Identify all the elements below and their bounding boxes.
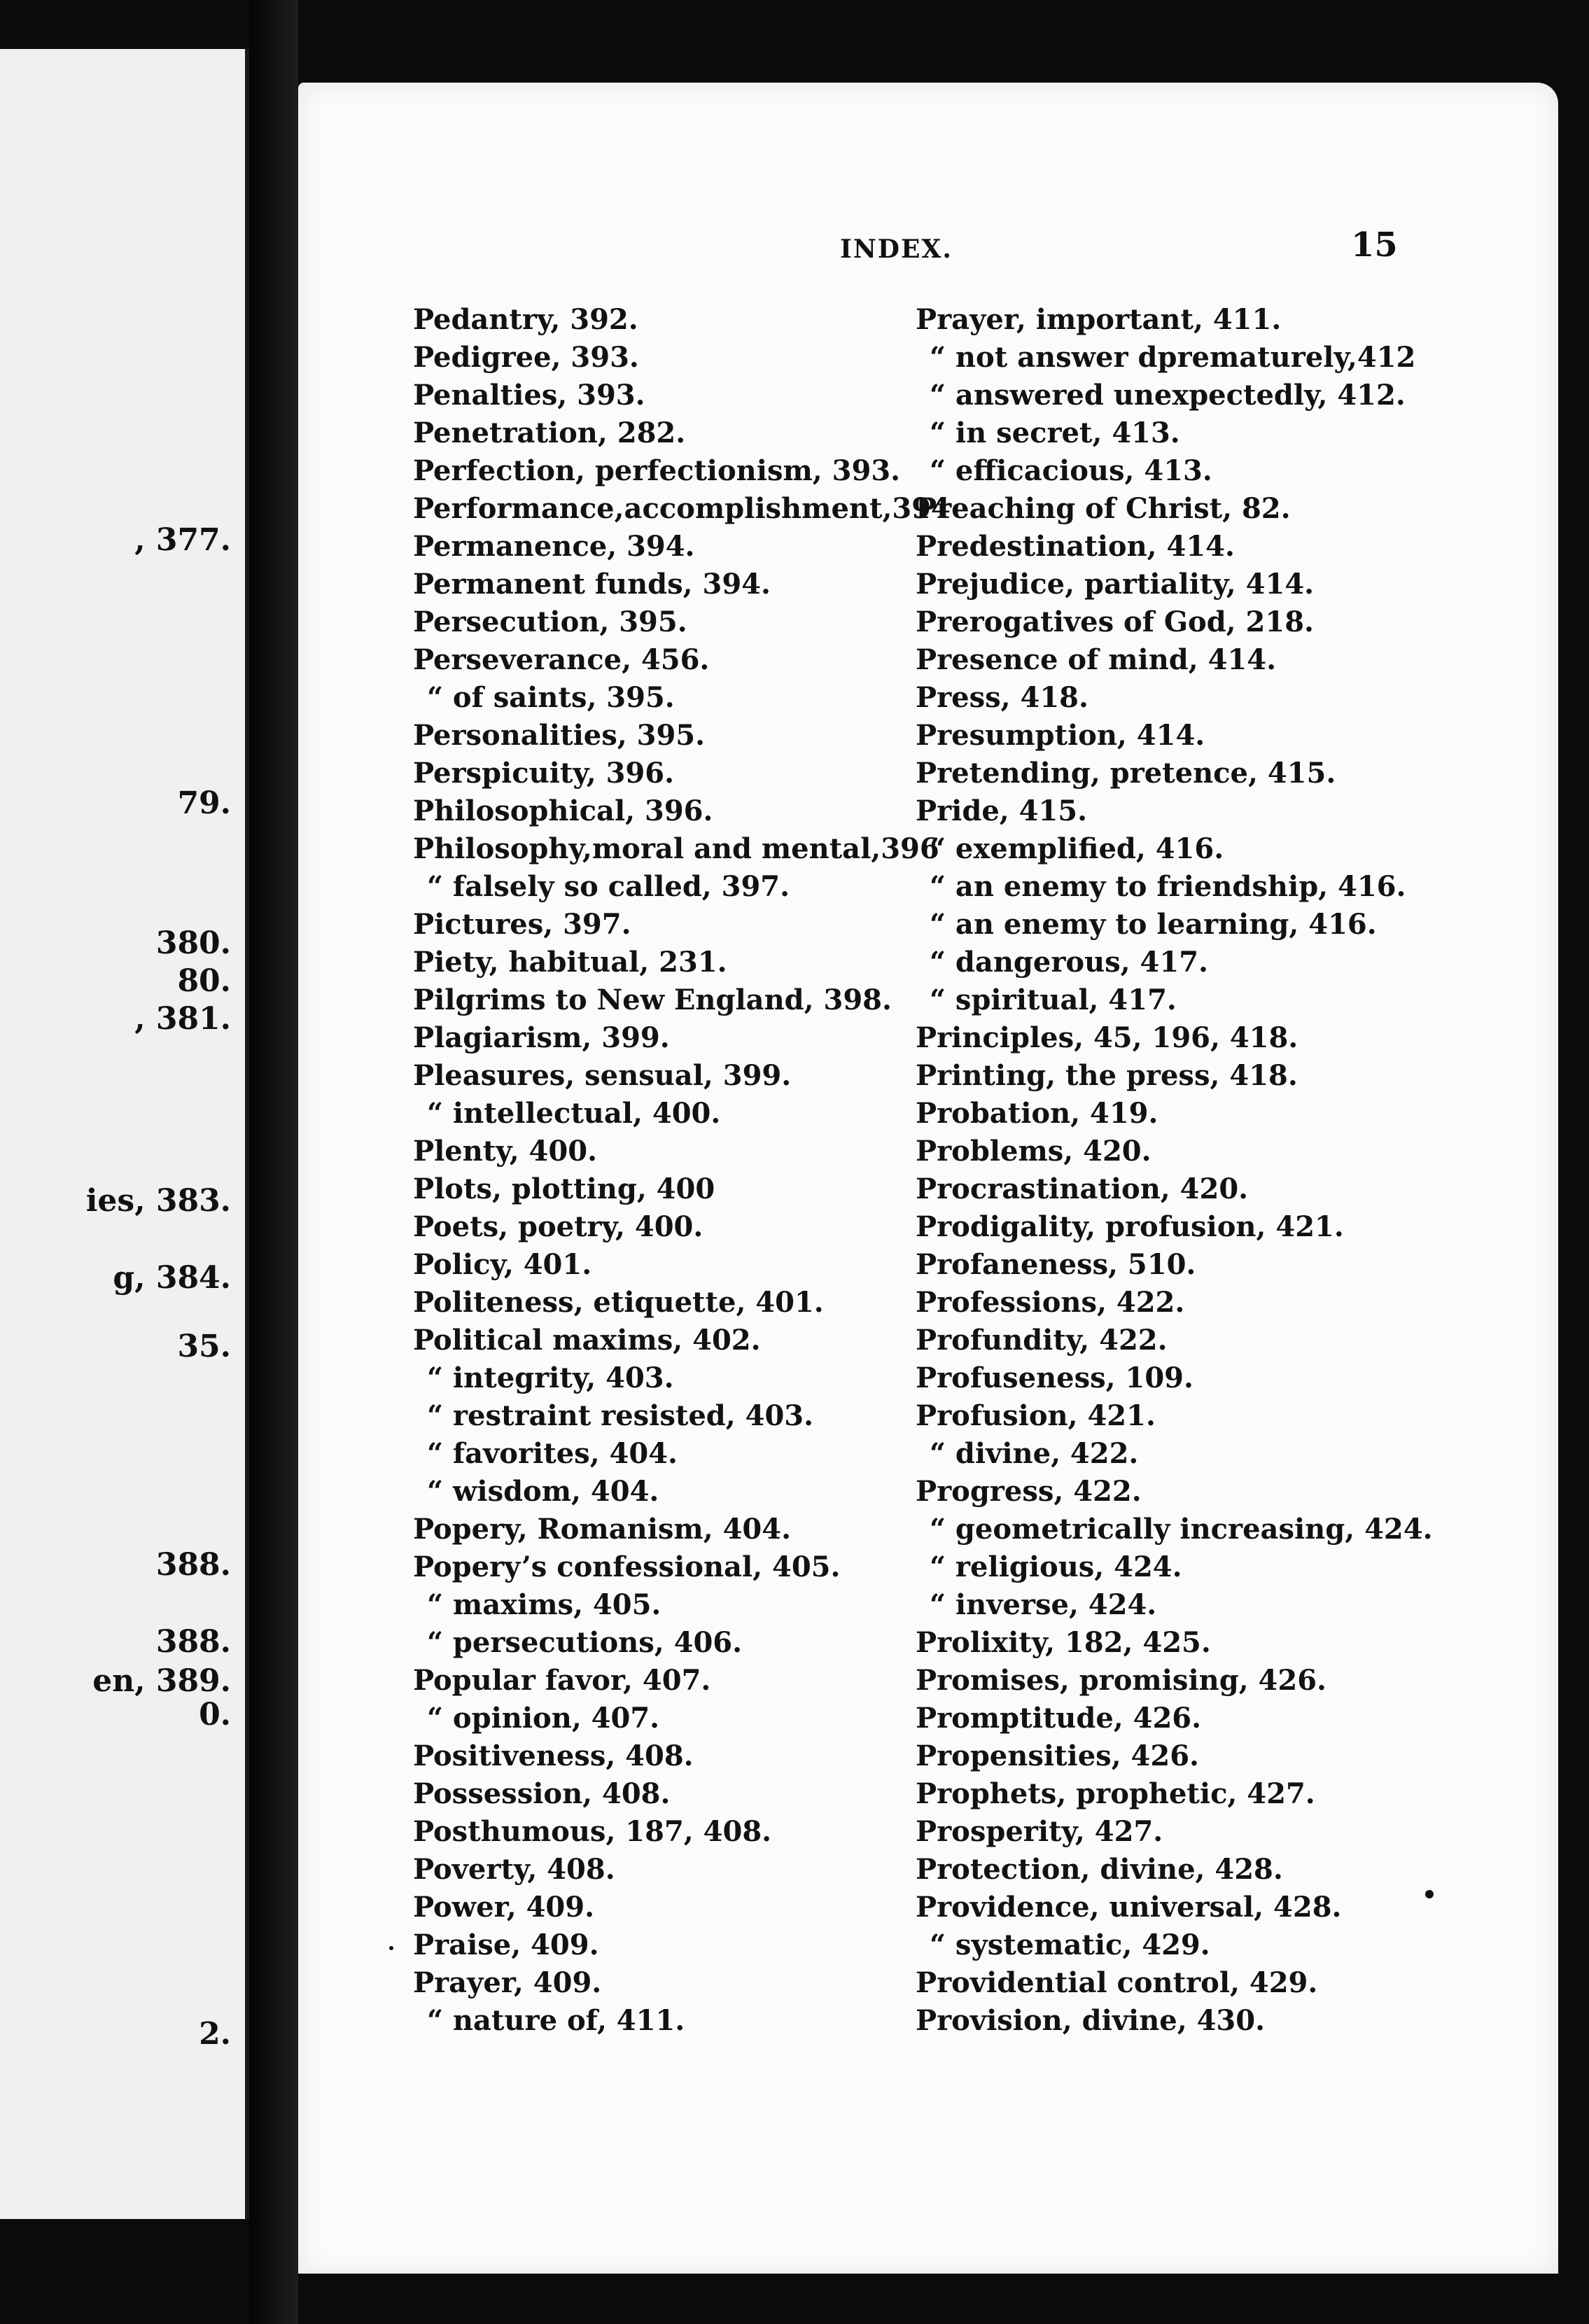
left-fragment: ies, 383.	[85, 1183, 231, 1219]
index-entry: Plagiarism, 399.	[413, 1021, 670, 1054]
index-entry: Prosperity, 427.	[916, 1815, 1163, 1848]
index-entry: Persecution, 395.	[413, 606, 687, 638]
index-entry: Prejudice, partiality, 414.	[916, 568, 1315, 601]
index-entry: Poverty, 408.	[413, 1853, 615, 1886]
index-entry: Procrastination, 420.	[916, 1172, 1249, 1205]
index-subentry: “ religious, 424.	[930, 1550, 1182, 1583]
index-entry: Provision, divine, 430.	[916, 2004, 1266, 2037]
index-subentry: “ not answer dprematurely,412	[930, 341, 1416, 374]
index-entry: Perfection, perfectionism, 393.	[413, 454, 901, 487]
index-entry: Policy, 401.	[413, 1248, 592, 1281]
index-entry: Penalties, 393.	[413, 379, 645, 412]
index-entry: Permanent funds, 394.	[413, 568, 771, 601]
index-entry: Providence, universal, 428.	[916, 1891, 1342, 1924]
index-entry: Prodigality, profusion, 421.	[916, 1210, 1344, 1243]
left-fragment: 388.	[155, 1547, 231, 1583]
index-subentry: “ restraint resisted, 403.	[427, 1399, 814, 1432]
index-entry: Prerogatives of God, 218.	[916, 606, 1314, 638]
index-entry: Prayer, important, 411.	[916, 303, 1282, 336]
index-entry: Popular favor, 407.	[413, 1664, 711, 1697]
index-entry: Probation, 419.	[916, 1097, 1158, 1130]
index-subentry: “ in secret, 413.	[930, 416, 1180, 449]
left-fragment: 0.	[199, 1697, 231, 1732]
left-fragment: , 377.	[134, 522, 231, 558]
index-subentry: “ maxims, 405.	[427, 1588, 662, 1621]
index-subentry: “ of saints, 395.	[427, 681, 675, 714]
index-entry: Power, 409.	[413, 1891, 595, 1924]
ink-spot	[1425, 1890, 1434, 1898]
index-subentry: “ efficacious, 413.	[930, 454, 1212, 487]
ink-spot	[389, 1946, 393, 1950]
index-entry: Problems, 420.	[916, 1135, 1152, 1168]
index-entry: Profundity, 422.	[916, 1324, 1168, 1357]
left-fragment: g, 384.	[113, 1260, 231, 1296]
index-subentry: “ integrity, 403.	[427, 1362, 674, 1394]
index-subentry: “ dangerous, 417.	[930, 946, 1208, 979]
index-entry: Posthumous, 187, 408.	[413, 1815, 772, 1848]
index-entry: Profaneness, 510.	[916, 1248, 1196, 1281]
index-subentry: “ wisdom, 404.	[427, 1475, 659, 1508]
index-entry: Protection, divine, 428.	[916, 1853, 1283, 1886]
page-number: 15	[1351, 225, 1398, 265]
index-entry: Pedantry, 392.	[413, 303, 638, 336]
index-entry: Positiveness, 408.	[413, 1740, 694, 1772]
index-entry: Praise, 409.	[413, 1928, 599, 1961]
facing-page-left	[0, 49, 249, 2219]
index-entry: Preaching of Christ, 82.	[916, 492, 1291, 525]
index-entry: Popery, Romanism, 404.	[413, 1513, 791, 1546]
index-entry: Perseverance, 456.	[413, 643, 710, 676]
index-entry: Popery’s confessional, 405.	[413, 1550, 841, 1583]
index-subentry: “ opinion, 407.	[427, 1702, 660, 1735]
index-entry: Propensities, 426.	[916, 1740, 1199, 1772]
index-entry: Philosophical, 396.	[413, 794, 713, 827]
index-entry: Pictures, 397.	[413, 908, 631, 941]
index-entry: Politeness, etiquette, 401.	[413, 1286, 824, 1319]
index-subentry: “ geometrically increasing, 424.	[930, 1513, 1433, 1546]
index-entry: Presumption, 414.	[916, 719, 1205, 752]
left-fragment: 80.	[177, 963, 231, 999]
index-subentry: “ favorites, 404.	[427, 1437, 678, 1470]
index-subentry: “ inverse, 424.	[930, 1588, 1157, 1621]
index-entry: Providential control, 429.	[916, 1966, 1318, 1999]
left-fragment: en, 389.	[92, 1663, 231, 1699]
index-subentry: “ persecutions, 406.	[427, 1626, 743, 1659]
index-entry: Principles, 45, 196, 418.	[916, 1021, 1298, 1054]
index-subentry: “ spiritual, 417.	[930, 983, 1177, 1016]
index-entry: Promises, promising, 426.	[916, 1664, 1326, 1697]
left-fragment: 2.	[199, 2016, 231, 2052]
index-entry: Prolixity, 182, 425.	[916, 1626, 1211, 1659]
index-entry: Philosophy,moral and mental,396	[413, 832, 939, 865]
index-entry: Pleasures, sensual, 399.	[413, 1059, 792, 1092]
index-subentry: “ nature of, 411.	[427, 2004, 685, 2037]
index-entry: Progress, 422.	[916, 1475, 1142, 1508]
index-entry: Profuseness, 109.	[916, 1362, 1194, 1394]
index-subentry: “ answered unexpectedly, 412.	[930, 379, 1406, 412]
index-entry: Predestination, 414.	[916, 530, 1235, 563]
index-entry: Presence of mind, 414.	[916, 643, 1277, 676]
index-entry: Pretending, pretence, 415.	[916, 757, 1336, 790]
index-entry: Poets, poetry, 400.	[413, 1210, 704, 1243]
index-entry: Penetration, 282.	[413, 416, 686, 449]
index-entry: Possession, 408.	[413, 1777, 671, 1810]
index-subentry: “ falsely so called, 397.	[427, 870, 790, 903]
index-entry: Prophets, prophetic, 427.	[916, 1777, 1315, 1810]
index-entry: Pilgrims to New England, 398.	[413, 983, 892, 1016]
index-entry: Plots, plotting, 400	[413, 1172, 715, 1205]
index-entry: Prayer, 409.	[413, 1966, 602, 1999]
index-entry: Press, 418.	[916, 681, 1088, 714]
left-fragment: 79.	[177, 785, 231, 821]
running-header: INDEX.	[840, 234, 953, 264]
index-entry: Piety, habitual, 231.	[413, 946, 727, 979]
book-gutter	[249, 0, 298, 2324]
index-subentry: “ an enemy to friendship, 416.	[930, 870, 1406, 903]
index-entry: Professions, 422.	[916, 1286, 1185, 1319]
index-entry: Pedigree, 393.	[413, 341, 639, 374]
index-entry: Plenty, 400.	[413, 1135, 597, 1168]
index-entry: Pride, 415.	[916, 794, 1088, 827]
index-column-right	[916, 301, 1433, 2040]
index-entry: Profusion, 421.	[916, 1399, 1156, 1432]
index-entry: Political maxims, 402.	[413, 1324, 761, 1357]
index-subentry: “ an enemy to learning, 416.	[930, 908, 1377, 941]
index-entry: Perspicuity, 396.	[413, 757, 675, 790]
left-fragment: , 381.	[134, 1001, 231, 1037]
index-entry: Permanence, 394.	[413, 530, 695, 563]
left-fragment: 35.	[177, 1329, 231, 1364]
left-fragment: 388.	[155, 1624, 231, 1660]
index-subentry: “ divine, 422.	[930, 1437, 1139, 1470]
index-entry: Performance,accomplishment,394	[413, 492, 951, 525]
index-subentry: “ systematic, 429.	[930, 1928, 1210, 1961]
index-entry: Printing, the press, 418.	[916, 1059, 1298, 1092]
index-subentry: “ intellectual, 400.	[427, 1097, 721, 1130]
index-entry: Personalities, 395.	[413, 719, 706, 752]
index-subentry: “ exemplified, 416.	[930, 832, 1224, 865]
index-entry: Promptitude, 426.	[916, 1702, 1202, 1735]
left-fragment: 380.	[155, 925, 231, 961]
index-column-left	[413, 301, 951, 2040]
